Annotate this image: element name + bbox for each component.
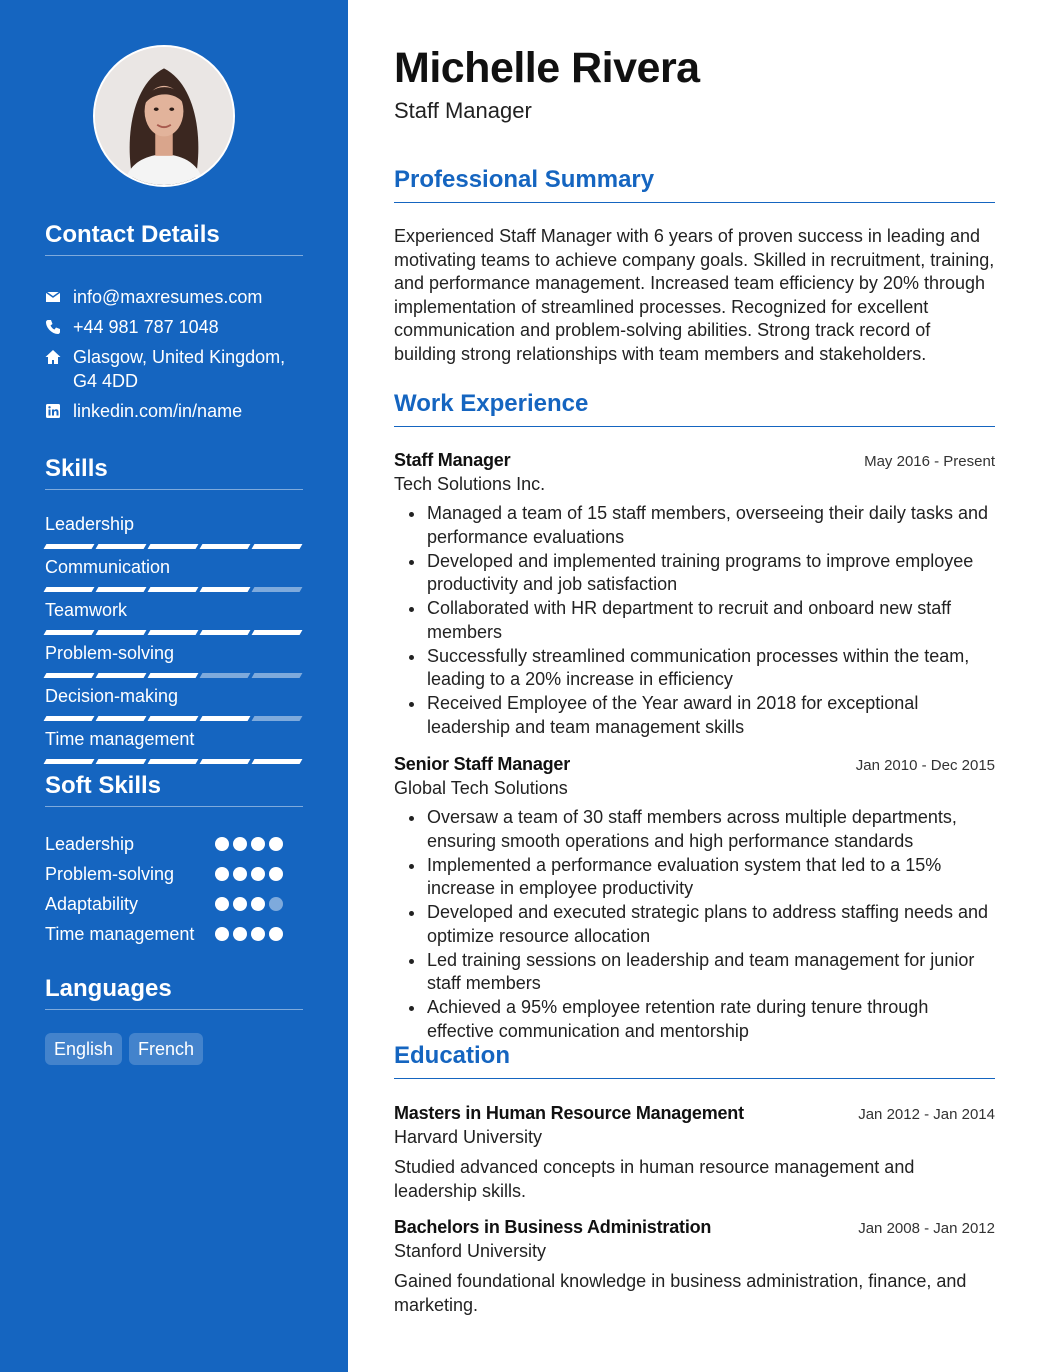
skill-item	[45, 728, 303, 771]
skill-item	[45, 642, 303, 685]
soft-skill-item	[45, 922, 303, 952]
skill-level-segment	[200, 544, 251, 549]
skill-level-segment	[148, 544, 199, 549]
skill-level-segment	[44, 544, 95, 549]
skill-level-bar	[45, 716, 303, 721]
soft-skill-name: Leadership	[45, 834, 135, 854]
soft-skills-heading: Soft Skills	[45, 772, 303, 807]
portrait-image	[95, 47, 233, 185]
job-company: Global Tech Solutions	[394, 778, 568, 798]
skill-level-segment	[96, 759, 147, 764]
skill-level-bar	[45, 544, 303, 549]
skill-level-bar	[45, 759, 303, 764]
skill-level-segment	[200, 716, 251, 721]
soft-skill-item	[45, 892, 303, 922]
skill-level-segment	[148, 759, 199, 764]
education-entry	[394, 1101, 995, 1203]
skill-name: Leadership	[45, 514, 135, 534]
skill-level-segment	[96, 716, 147, 721]
skills-heading: Skills	[45, 455, 303, 490]
rating-dot	[233, 897, 247, 911]
education-school: Stanford University	[394, 1241, 547, 1261]
skill-name: Decision-making	[45, 686, 179, 706]
contact-phone[interactable]	[45, 315, 303, 339]
job-dates: Jan 2010 - Dec 2015	[855, 757, 995, 774]
rating-dot	[233, 837, 247, 851]
skill-level-segment	[200, 587, 251, 592]
skill-item	[45, 599, 303, 642]
soft-skill-name: Adaptability	[45, 894, 139, 914]
skill-level-segment	[96, 544, 147, 549]
rating-dot	[269, 837, 283, 851]
job-bullet: Oversaw a team of 30 staff members across multiple departments, ensuring smooth operations and high performance standards	[394, 806, 995, 853]
job-bullet: Received Employee of the Year award in 2018 for exceptional leadership and team management skills	[394, 692, 995, 739]
soft-skill-item	[45, 832, 303, 862]
skill-level-segment	[96, 630, 147, 635]
work-heading: Work Experience	[394, 390, 995, 427]
rating-dot	[251, 897, 265, 911]
education-description: Studied advanced concepts in human resource management and leadership skills.	[394, 1157, 915, 1201]
skill-name: Time management	[45, 729, 195, 749]
skill-level-segment	[252, 673, 303, 678]
skill-item	[45, 685, 303, 728]
candidate-title: Staff Manager	[394, 98, 532, 123]
rating-dot	[215, 927, 229, 941]
skill-name: Problem-solving	[45, 643, 175, 663]
rating-dot	[251, 867, 265, 881]
envelope-icon	[45, 285, 61, 309]
contact-phone-text: +44 981 787 1048	[73, 317, 219, 337]
linkedin-icon	[45, 399, 61, 423]
skill-level-segment	[148, 630, 199, 635]
skill-level-segment	[200, 673, 251, 678]
phone-icon	[45, 315, 61, 339]
education-degree: Masters in Human Resource Management	[394, 1103, 744, 1123]
rating-dot	[215, 837, 229, 851]
skill-level-segment	[148, 587, 199, 592]
job-bullets	[394, 502, 995, 739]
education-degree: Bachelors in Business Administration	[394, 1217, 712, 1237]
education-dates: Jan 2008 - Jan 2012	[858, 1220, 995, 1237]
job-bullet: Implemented a performance evaluation system that led to a 15% increase in employee productivity	[394, 854, 995, 901]
skill-level-segment	[96, 673, 147, 678]
contact-heading: Contact Details	[45, 221, 303, 256]
job-bullet: Collaborated with HR department to recruit and onboard new staff members	[394, 597, 995, 644]
skill-name: Communication	[45, 557, 171, 577]
contact-address	[45, 345, 303, 393]
education-description: Gained foundational knowledge in business administration, finance, and marketing.	[394, 1271, 967, 1315]
rating-dot	[269, 927, 283, 941]
job-bullet: Achieved a 95% employee retention rate during tenure through effective communication and mentorship	[394, 996, 995, 1043]
job-bullets	[394, 806, 995, 1043]
languages-list	[45, 1033, 203, 1065]
skill-level-segment	[148, 673, 199, 678]
contact-linkedin-text: linkedin.com/in/name	[73, 401, 243, 421]
soft-skills-list	[45, 832, 303, 952]
skill-level-segment	[200, 759, 251, 764]
skill-level-bar	[45, 587, 303, 592]
rating-dot	[233, 927, 247, 941]
education-school: Harvard University	[394, 1127, 543, 1147]
skill-level-segment	[252, 630, 303, 635]
soft-skill-rating	[215, 862, 283, 881]
job-bullet: Developed and implemented training programs to improve employee productivity and job satisfaction	[394, 550, 995, 597]
contact-address-text: Glasgow, United Kingdom, G4 4DD	[73, 347, 286, 391]
rating-dot	[215, 897, 229, 911]
skill-level-bar	[45, 630, 303, 635]
soft-skill-rating	[215, 922, 283, 941]
job-bullet: Led training sessions on leadership and team management for junior staff members	[394, 949, 995, 996]
summary-text: Experienced Staff Manager with 6 years of proven success in leading and motivating teams to achieve company goals. Skilled in recruitment, training, and performance management. Increased team efficiency by 20% through implementation of streamlined processes. Recognized for excellent communication and problem-solving abilities. Strong track record of building strong relationships with team members and stakeholders.	[394, 226, 995, 364]
soft-skill-rating	[215, 832, 283, 851]
profile-photo	[93, 45, 235, 187]
rating-dot	[269, 867, 283, 881]
skill-level-segment	[44, 587, 95, 592]
skill-level-segment	[44, 673, 95, 678]
languages-heading: Languages	[45, 975, 303, 1010]
skills-list	[45, 513, 303, 771]
skill-level-segment	[200, 630, 251, 635]
job-dates: May 2016 - Present	[864, 453, 995, 470]
soft-skill-name: Time management	[45, 924, 195, 944]
job-bullet: Successfully streamlined communication processes within the team, leading to a 20% increase in efficiency	[394, 645, 995, 692]
skill-level-bar	[45, 673, 303, 678]
skill-level-segment	[44, 716, 95, 721]
skill-item	[45, 556, 303, 599]
job-bullet: Developed and executed strategic plans to address staffing needs and optimize resource allocation	[394, 901, 995, 948]
soft-skill-rating	[215, 892, 283, 911]
skill-level-segment	[252, 759, 303, 764]
contact-email-text: info@maxresumes.com	[73, 287, 263, 307]
skill-level-segment	[252, 716, 303, 721]
home-icon	[45, 345, 61, 369]
contact-email[interactable]	[45, 285, 303, 309]
candidate-name: Michelle Rivera	[394, 44, 700, 92]
job-bullet: Managed a team of 15 staff members, overseeing their daily tasks and performance evaluations	[394, 502, 995, 549]
summary-heading: Professional Summary	[394, 166, 995, 203]
education-dates: Jan 2012 - Jan 2014	[858, 1106, 995, 1123]
skill-level-segment	[148, 716, 199, 721]
language-tag: French	[129, 1033, 203, 1065]
job-entry	[394, 448, 995, 740]
skill-level-segment	[96, 587, 147, 592]
skill-level-segment	[252, 544, 303, 549]
rating-dot	[251, 927, 265, 941]
skill-level-segment	[44, 630, 95, 635]
soft-skill-name: Problem-solving	[45, 864, 175, 884]
education-heading: Education	[394, 1042, 995, 1079]
rating-dot	[215, 867, 229, 881]
education-entry	[394, 1215, 995, 1317]
skill-item	[45, 513, 303, 556]
soft-skill-item	[45, 862, 303, 892]
skill-level-segment	[252, 587, 303, 592]
sidebar	[0, 0, 348, 1372]
skill-level-segment	[44, 759, 95, 764]
rating-dot	[233, 867, 247, 881]
skill-name: Teamwork	[45, 600, 128, 620]
language-tag: English	[45, 1033, 122, 1065]
job-entry	[394, 752, 995, 1044]
job-role: Staff Manager	[394, 450, 511, 470]
job-role: Senior Staff Manager	[394, 754, 571, 774]
rating-dot	[251, 837, 265, 851]
job-company: Tech Solutions Inc.	[394, 474, 546, 494]
contact-linkedin[interactable]	[45, 399, 303, 423]
contact-list	[45, 285, 303, 429]
rating-dot	[269, 897, 283, 911]
